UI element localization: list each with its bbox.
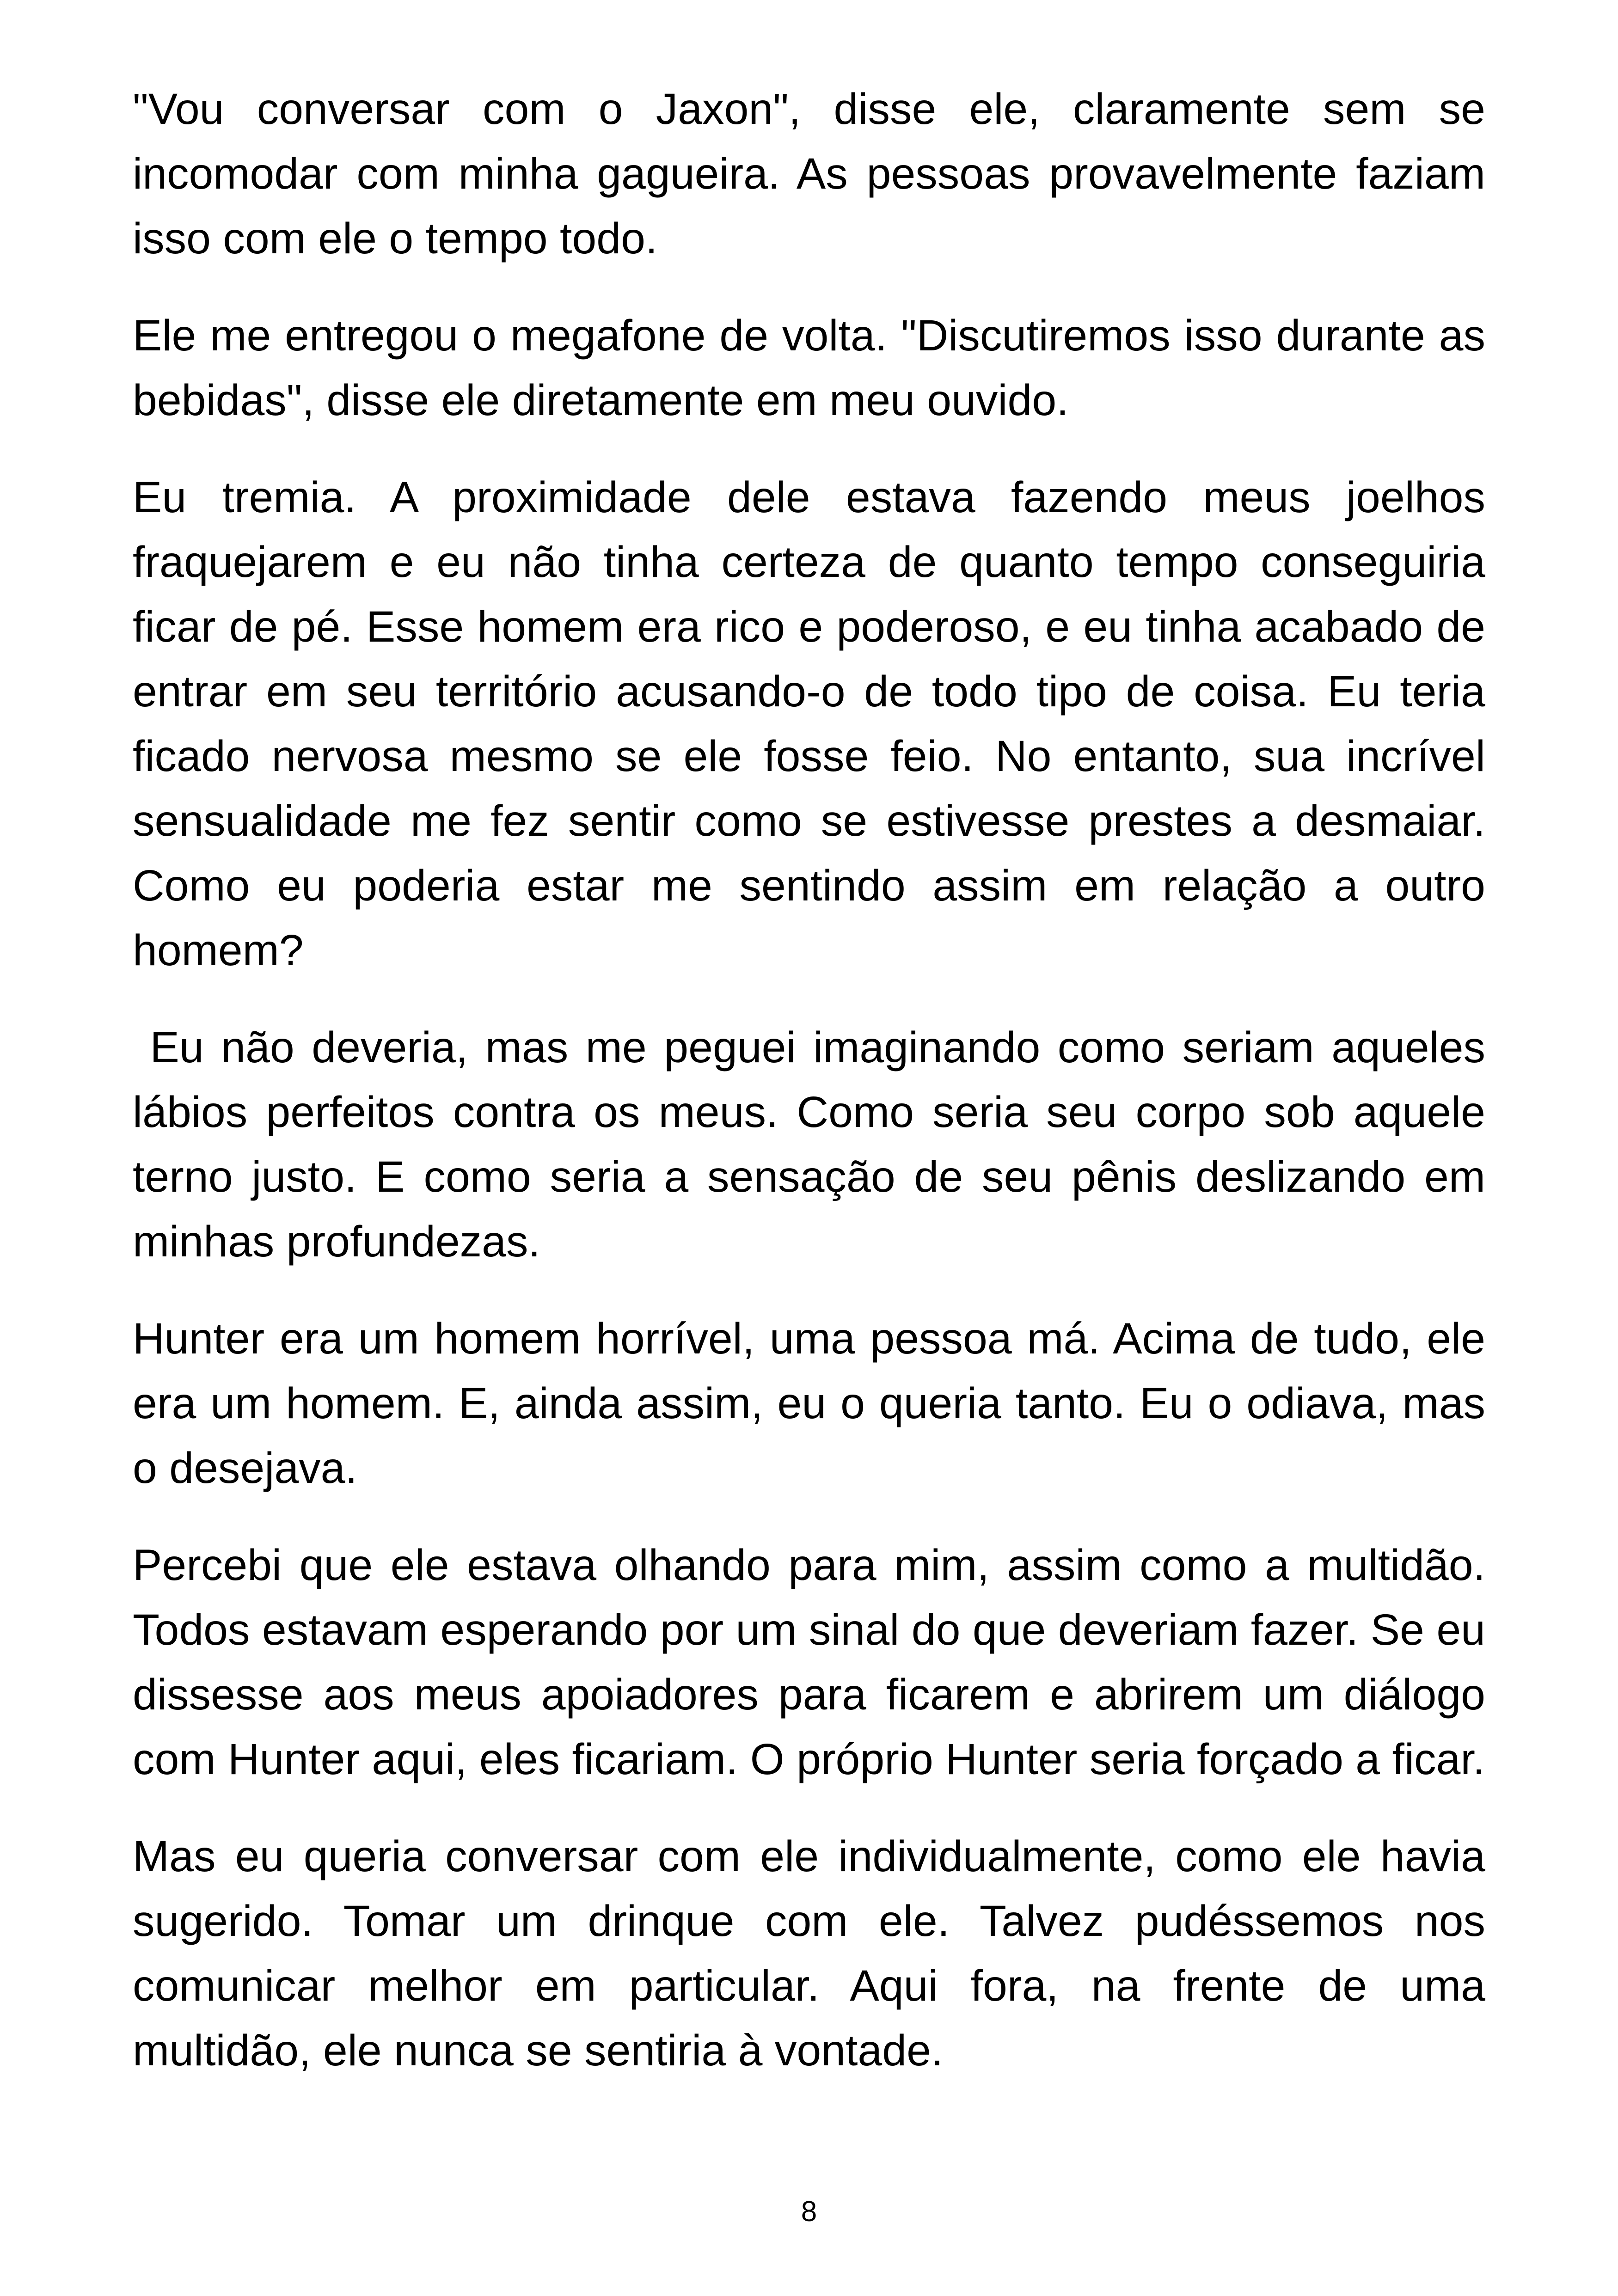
paragraph-6: Percebi que ele estava olhando para mim, assim como a multidão. Todos estavam esperando por um sinal do que deveriam fazer. Se eu dissesse aos meus apoiadores para ficarem e abrirem um diálogo com Hunter aqui, eles ficariam. O próprio Hunter seria forçado a ficar. xyxy=(133,1541,1485,1784)
paragraph-7: Mas eu queria conversar com ele individualmente, como ele havia sugerido. Tomar um drinque com ele. Talvez pudéssemos nos comunicar melhor em particular. Aqui fora, na frente de uma multidão, ele nunca se sentiria à vontade. xyxy=(133,1832,1485,2075)
paragraph-5: Hunter era um homem horrível, uma pessoa má. Acima de tudo, ele era um homem. E, ainda assim, eu o queria tanto. Eu o odiava, mas o desejava. xyxy=(133,1314,1485,1493)
body-text xyxy=(133,77,1498,2115)
paragraph-3: Eu tremia. A proximidade dele estava fazendo meus joelhos fraquejarem e eu não tinha certeza de quanto tempo conseguiria ficar de pé. Esse homem era rico e poderoso, e eu tinha acabado de entrar em seu território acusando-o de todo tipo de coisa. Eu teria ficado nervosa mesmo se ele fosse feio. No entanto, sua incrível sensualidade me fez sentir como se estivesse prestes a desmaiar. Como eu poderia estar me sentindo assim em relação a outro homem? xyxy=(133,473,1485,975)
paragraph-1: "Vou conversar com o Jaxon", disse ele, claramente sem se incomodar com minha gagueira. As pessoas provavelmente faziam isso com ele o tempo todo. xyxy=(133,85,1485,263)
paragraph-2: Ele me entregou o megafone de volta. "Discutiremos isso durante as bebidas", disse ele diretamente em meu ouvido. xyxy=(133,311,1485,425)
paragraph-4: Eu não deveria, mas me peguei imaginando como seriam aqueles lábios perfeitos contra os meus. Como seria seu corpo sob aquele terno justo. E como seria a sensação de seu pênis deslizando em minhas profundezas. xyxy=(133,1023,1498,1266)
page-number: 8 xyxy=(801,2196,817,2228)
